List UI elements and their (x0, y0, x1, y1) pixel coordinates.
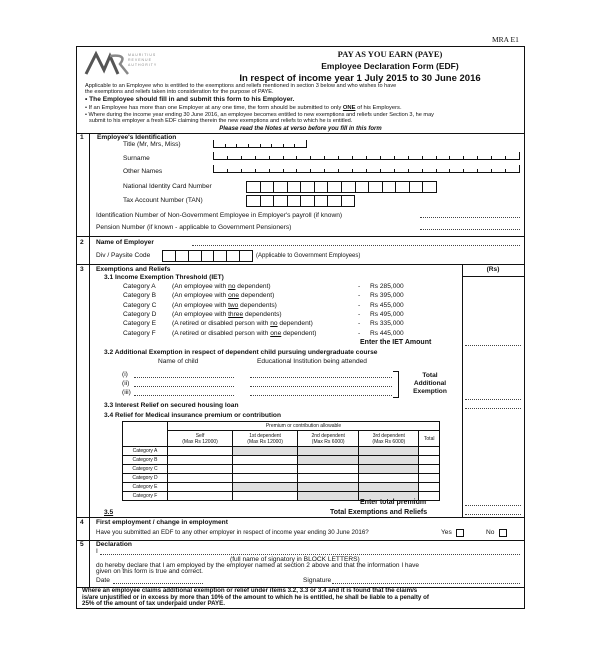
premium-input-cell[interactable] (419, 447, 440, 456)
pension-field[interactable] (420, 229, 520, 230)
shaded-cell (359, 483, 419, 492)
category-amount: Rs 445,000 (370, 329, 404, 337)
yes-checkbox[interactable] (456, 529, 464, 537)
tan-field[interactable] (247, 195, 355, 207)
penalty-notice: Where an employee claims additional exemption or relief under items 3.2, 3.3 or 3.4 and it is found that the claim/s is/are unjustified or in excess by more than 10% of the amount to which he is entitled, he shall be liable to a penalty of 25% of the amount of tax underpaid under PAYE. (82, 587, 429, 607)
nic-field[interactable] (247, 181, 437, 193)
character-cell[interactable] (188, 250, 202, 262)
signature-field[interactable] (332, 583, 520, 584)
character-cell[interactable] (175, 250, 189, 262)
iet-label: Enter the IET Amount (360, 339, 432, 346)
row-label: Category B (123, 456, 168, 465)
desc-emphasis: one (228, 292, 240, 300)
bracket (393, 371, 399, 398)
tan-label: Tax Account Number (TAN) (123, 197, 203, 204)
premium-input-cell[interactable] (168, 465, 233, 474)
character-cell[interactable] (273, 181, 288, 193)
category-description (172, 311, 282, 319)
character-cell[interactable] (368, 181, 383, 193)
premium-input-cell[interactable] (359, 474, 419, 483)
total-additional-exemption-label: Total Additional Exemption (413, 372, 447, 395)
shaded-cell (359, 456, 419, 465)
form-title: PAY AS YOU EARN (PAYE) (337, 49, 443, 59)
character-cell[interactable] (236, 144, 248, 147)
section-3-5-label: 3.5 (104, 509, 114, 516)
premium-input-cell[interactable] (233, 492, 298, 501)
character-cell[interactable] (422, 169, 436, 172)
shaded-cell (298, 456, 359, 465)
character-cell[interactable] (283, 156, 297, 159)
desc: dependent) (277, 320, 313, 328)
additional-exemption-field[interactable] (465, 399, 521, 400)
desc-emphasis: three (228, 310, 244, 318)
table-row (123, 447, 440, 456)
character-cell[interactable] (283, 144, 295, 147)
section-number: 1 (80, 134, 84, 141)
premium-input-cell[interactable] (298, 474, 359, 483)
child-name-field[interactable] (134, 386, 234, 387)
character-cell[interactable] (241, 156, 255, 159)
desc-emphasis: no (270, 320, 278, 328)
shaded-cell (298, 483, 359, 492)
character-cell[interactable] (239, 250, 253, 262)
block-letters-note: (full name of signatory in BLOCK LETTERS) (230, 556, 360, 563)
shaded-cell (359, 465, 419, 474)
section-title: Exemptions and Reliefs (96, 266, 171, 273)
character-cell[interactable] (246, 181, 261, 193)
total-exemptions-label: Total Exemptions and Reliefs (330, 509, 428, 516)
column-header (419, 431, 440, 447)
character-cell[interactable] (213, 152, 227, 159)
declaration-text: given on this form is true and correct. (96, 568, 203, 575)
iet-heading: 3.1 Income Exemption Threshold (IET) (104, 274, 224, 281)
intro-text: the exemptions and reliefs taken into consideration for the purpose of PAYE. (85, 89, 274, 95)
character-cell[interactable] (213, 250, 227, 262)
corner-cell (123, 422, 168, 431)
bullet-submit: • The Employee should fill in and submit this form to his Employer. (85, 96, 295, 103)
character-cell[interactable] (287, 181, 302, 193)
character-cell[interactable] (409, 181, 424, 193)
section-title: Declaration (96, 541, 132, 548)
column-title: Total (423, 435, 435, 442)
category-label: Category D (123, 310, 157, 318)
shaded-cell (298, 492, 359, 501)
column-title: 1st dependent (249, 432, 281, 439)
desc: (An employee with (172, 283, 229, 290)
no-label: No (486, 529, 495, 536)
character-cell[interactable] (300, 195, 315, 207)
premium-input-cell[interactable] (168, 456, 233, 465)
category-label: Category E (123, 320, 156, 328)
date-label: Date (96, 577, 110, 584)
desc: dependent) (281, 329, 317, 337)
character-cell[interactable] (296, 156, 310, 159)
character-cell[interactable] (327, 181, 342, 193)
rs-column-header: (Rs) (486, 266, 500, 273)
desc: (An employee with (172, 301, 229, 309)
column-max: (Max Rs 12000) (247, 438, 283, 445)
title-label: Title (Mr, Mrs, Miss) (123, 141, 181, 148)
no-checkbox[interactable] (499, 529, 507, 537)
character-cell[interactable] (227, 169, 241, 172)
div-label: Div / Paysite Code (96, 252, 151, 259)
character-cell[interactable] (341, 181, 356, 193)
desc: (An employee with (172, 292, 229, 300)
character-cell[interactable] (395, 181, 410, 193)
character-cell[interactable] (505, 156, 519, 159)
premium-input-cell[interactable] (168, 492, 233, 501)
character-cell[interactable] (225, 144, 237, 147)
date-field[interactable] (113, 583, 203, 584)
character-cell[interactable] (296, 169, 310, 172)
character-cell[interactable] (422, 156, 436, 159)
category-description (172, 292, 274, 300)
logo-text: MAURITIUS REVENUE AUTHORITY (128, 53, 158, 67)
category-label: Category F (123, 329, 156, 337)
category-description (172, 283, 271, 291)
dash: - (358, 310, 361, 318)
desc-emphasis: two (228, 301, 239, 309)
category-description (172, 302, 277, 310)
div-field[interactable] (163, 250, 253, 262)
character-cell[interactable] (300, 181, 315, 193)
row-label: Category E (123, 483, 168, 492)
declaration-text: do hereby declare that I am employed by the employer named at section 2 above and that the information I have (96, 562, 420, 569)
child-name-field[interactable] (134, 377, 234, 378)
character-cell[interactable] (248, 144, 260, 147)
row-numeral: (iii) (122, 389, 131, 396)
employer-label: Name of Employer (96, 239, 154, 246)
character-cell[interactable] (341, 195, 356, 207)
character-cell[interactable] (366, 169, 380, 172)
institution-field[interactable] (250, 377, 392, 378)
edf-question: Have you submitted an EDF to any other employer in respect of income year ending 30 June 2016? (96, 529, 369, 536)
pension-label: Pension Number (if known - applicable to Government Pensioners) (96, 224, 292, 231)
table-row (123, 474, 440, 483)
shaded-cell (359, 447, 419, 456)
dash: - (358, 329, 361, 337)
character-cell[interactable] (246, 195, 261, 207)
category-amount: Rs 455,000 (370, 301, 404, 309)
character-cell[interactable] (269, 156, 283, 159)
character-cell[interactable] (352, 169, 366, 172)
category-amount: Rs 495,000 (370, 310, 404, 318)
character-cell[interactable] (382, 181, 397, 193)
table-row (123, 456, 440, 465)
character-cell[interactable] (366, 156, 380, 159)
desc: (A retired or disabled person with (172, 320, 271, 328)
surname-label: Surname (123, 155, 150, 162)
table-row (123, 483, 440, 492)
category-label: Category A (123, 283, 156, 290)
character-cell[interactable] (226, 250, 240, 262)
row-label: Category D (123, 474, 168, 483)
dash: - (358, 301, 361, 309)
total-exemptions-field[interactable] (465, 514, 521, 515)
character-cell[interactable] (310, 156, 324, 159)
other-names-label: Other Names (123, 168, 163, 175)
notes-instruction: Please read the Notes at verso before you fill in this form (219, 126, 382, 132)
additional-exemption-heading: 3.2 Additional Exemption in respect of dependent child pursuing undergraduate course (104, 349, 378, 356)
character-cell[interactable] (213, 140, 225, 147)
other-names-field[interactable] (213, 166, 520, 173)
premium-input-cell[interactable] (233, 474, 298, 483)
character-cell[interactable] (327, 195, 342, 207)
declaration-i: I (96, 548, 98, 555)
premium-input-cell[interactable] (233, 465, 298, 474)
character-cell[interactable] (491, 169, 505, 172)
total-premium-label: Enter total premium (360, 499, 427, 506)
yes-label: Yes (441, 529, 452, 536)
table-row (123, 465, 440, 474)
desc-emphasis: one (270, 329, 282, 337)
premium-input-cell[interactable] (419, 456, 440, 465)
character-cell[interactable] (436, 156, 450, 159)
character-cell[interactable] (314, 181, 329, 193)
form-subtitle: Employee Declaration Form (EDF) (321, 61, 459, 71)
character-cell (519, 152, 520, 159)
mra-logo (84, 48, 158, 76)
character-cell[interactable] (505, 169, 519, 172)
premium-input-cell[interactable] (168, 447, 233, 456)
premium-input-cell[interactable] (419, 483, 440, 492)
premium-input-cell[interactable] (419, 474, 440, 483)
column-title: Self (195, 432, 205, 439)
column-header (168, 431, 233, 447)
column-title: 3rd dependent (372, 432, 405, 439)
column-max: (Max Rs 12000) (182, 438, 218, 445)
desc: dependent) (239, 292, 275, 300)
shaded-cell (298, 447, 359, 456)
bullet-new-edf: • Where during the income year ending 30 June 2016, an employee becomes entitled to new exemptions and reliefs under Section 3, he may (85, 112, 434, 118)
character-cell[interactable] (324, 156, 338, 159)
premium-input-cell[interactable] (233, 456, 298, 465)
section-number: 3 (80, 266, 84, 273)
character-cell[interactable] (287, 195, 302, 207)
character-cell[interactable] (260, 181, 275, 193)
row-label: Category F (123, 492, 168, 501)
medical-insurance-table (122, 421, 440, 501)
character-cell[interactable] (463, 156, 477, 159)
iet-amount-field[interactable] (465, 345, 521, 346)
employer-field[interactable] (192, 245, 520, 246)
category-amount: Rs 285,000 (370, 283, 404, 290)
character-cell[interactable] (255, 169, 269, 172)
character-cell (519, 165, 520, 172)
form-period: In respect of income year 1 July 2015 to 30 June 2016 (239, 73, 481, 84)
character-cell[interactable] (422, 181, 437, 193)
character-cell[interactable] (408, 169, 422, 172)
housing-loan-heading: 3.3 Interest Relief on secured housing loan (104, 402, 239, 409)
desc: (A retired or disabled person with (172, 329, 271, 337)
shaded-cell (233, 447, 298, 456)
intro-text: Applicable to an Employee who is entitled to the exemptions and reliefs mentioned in section 3 below and who wishes to have (85, 83, 397, 89)
character-cell[interactable] (394, 156, 408, 159)
desc-emphasis: no (228, 283, 236, 290)
category-amount: Rs 395,000 (370, 292, 404, 300)
signature-label: Signature (303, 577, 332, 584)
corner-cell (123, 431, 168, 447)
signatory-name-field[interactable] (100, 554, 520, 555)
character-cell[interactable] (314, 195, 329, 207)
character-cell[interactable] (338, 169, 352, 172)
section-title: Employee's Identification (97, 134, 177, 141)
category-amount: Rs 335,000 (370, 320, 404, 328)
employee-id-field[interactable] (420, 217, 520, 218)
character-cell[interactable] (449, 169, 463, 172)
character-cell[interactable] (294, 144, 306, 147)
character-cell[interactable] (260, 144, 272, 147)
desc: (An employee with (172, 310, 229, 318)
desc: dependent) (235, 283, 271, 290)
row-label: Category C (123, 465, 168, 474)
medical-heading: 3.4 Relief for Medical insurance premium or contribution (104, 412, 281, 419)
character-cell[interactable] (436, 169, 450, 172)
div-note: (Applicable to Government Employees) (256, 253, 361, 259)
section-number: 4 (80, 519, 84, 526)
surname-field[interactable] (213, 153, 520, 160)
character-cell[interactable] (352, 156, 366, 159)
premium-input-cell[interactable] (419, 465, 440, 474)
character-cell[interactable] (324, 169, 338, 172)
premium-input-cell[interactable] (168, 474, 233, 483)
character-cell[interactable] (394, 169, 408, 172)
column-max: (Max Rs 6000) (372, 438, 406, 445)
dash: - (358, 320, 361, 328)
character-cell[interactable] (355, 181, 370, 193)
character-cell[interactable] (380, 169, 394, 172)
character-cell[interactable] (271, 144, 283, 147)
character-cell[interactable] (201, 250, 215, 262)
dash: - (358, 292, 361, 300)
nic-label: National Identity Card Number (123, 183, 212, 190)
character-cell[interactable] (283, 169, 297, 172)
child-name-field[interactable] (134, 395, 234, 396)
bullet-one-employer: • If an Employee has more than one Employer at any one time, the form should be submitted to only ONE of his Employers. (85, 105, 402, 111)
character-cell[interactable] (260, 195, 275, 207)
character-cell[interactable] (255, 156, 269, 159)
character-cell[interactable] (241, 169, 255, 172)
character-cell (306, 140, 307, 147)
character-cell[interactable] (491, 156, 505, 159)
desc: dependents) (243, 310, 282, 318)
character-cell[interactable] (227, 156, 241, 159)
column-header (359, 431, 419, 447)
total-premium-field[interactable] (465, 505, 521, 506)
dash: - (358, 283, 361, 290)
institution-field[interactable] (250, 395, 392, 396)
character-cell[interactable] (380, 156, 394, 159)
column-max: (Max Rs 6000) (311, 438, 345, 445)
section-number: 5 (80, 541, 84, 548)
title-field[interactable] (213, 141, 307, 148)
row-numeral: (i) (122, 371, 128, 378)
housing-loan-field[interactable] (465, 408, 521, 409)
character-cell[interactable] (463, 169, 477, 172)
group-header: Premium or contribution allowable (168, 422, 440, 431)
institution-header: Educational Institution being attended (257, 358, 367, 365)
character-cell[interactable] (408, 156, 422, 159)
row-label: Category A (123, 447, 168, 456)
character-cell[interactable] (213, 165, 227, 172)
character-cell[interactable] (477, 169, 491, 172)
shaded-cell (233, 483, 298, 492)
character-cell[interactable] (310, 169, 324, 172)
category-label: Category C (123, 301, 157, 309)
character-cell[interactable] (269, 169, 283, 172)
premium-input-cell[interactable] (298, 465, 359, 474)
institution-field[interactable] (250, 386, 392, 387)
column-header (298, 431, 359, 447)
row-numeral: (ii) (122, 380, 130, 387)
category-label: Category B (123, 292, 156, 300)
column-header (233, 431, 298, 447)
character-cell[interactable] (273, 195, 288, 207)
category-description (172, 330, 316, 338)
bullet-new-edf-cont: submit to his employer a fresh EDF claiming therein the new exemptions and reliefs to which he is entitled. (89, 118, 353, 124)
character-cell[interactable] (162, 250, 176, 262)
employee-id-label: Identification Number of Non-Government Employee in Employer's payroll (if known) (96, 212, 343, 219)
child-name-header: Name of child (158, 358, 199, 365)
character-cell[interactable] (338, 156, 352, 159)
section-title: First employment / change in employment (96, 519, 228, 526)
character-cell[interactable] (449, 156, 463, 159)
section-number: 2 (80, 239, 84, 246)
desc: dependents) (238, 301, 277, 309)
premium-input-cell[interactable] (168, 483, 233, 492)
category-description (172, 320, 313, 328)
form-reference: MRA E1 (492, 35, 519, 44)
column-title: 2nd dependent (311, 432, 345, 439)
character-cell[interactable] (477, 156, 491, 159)
